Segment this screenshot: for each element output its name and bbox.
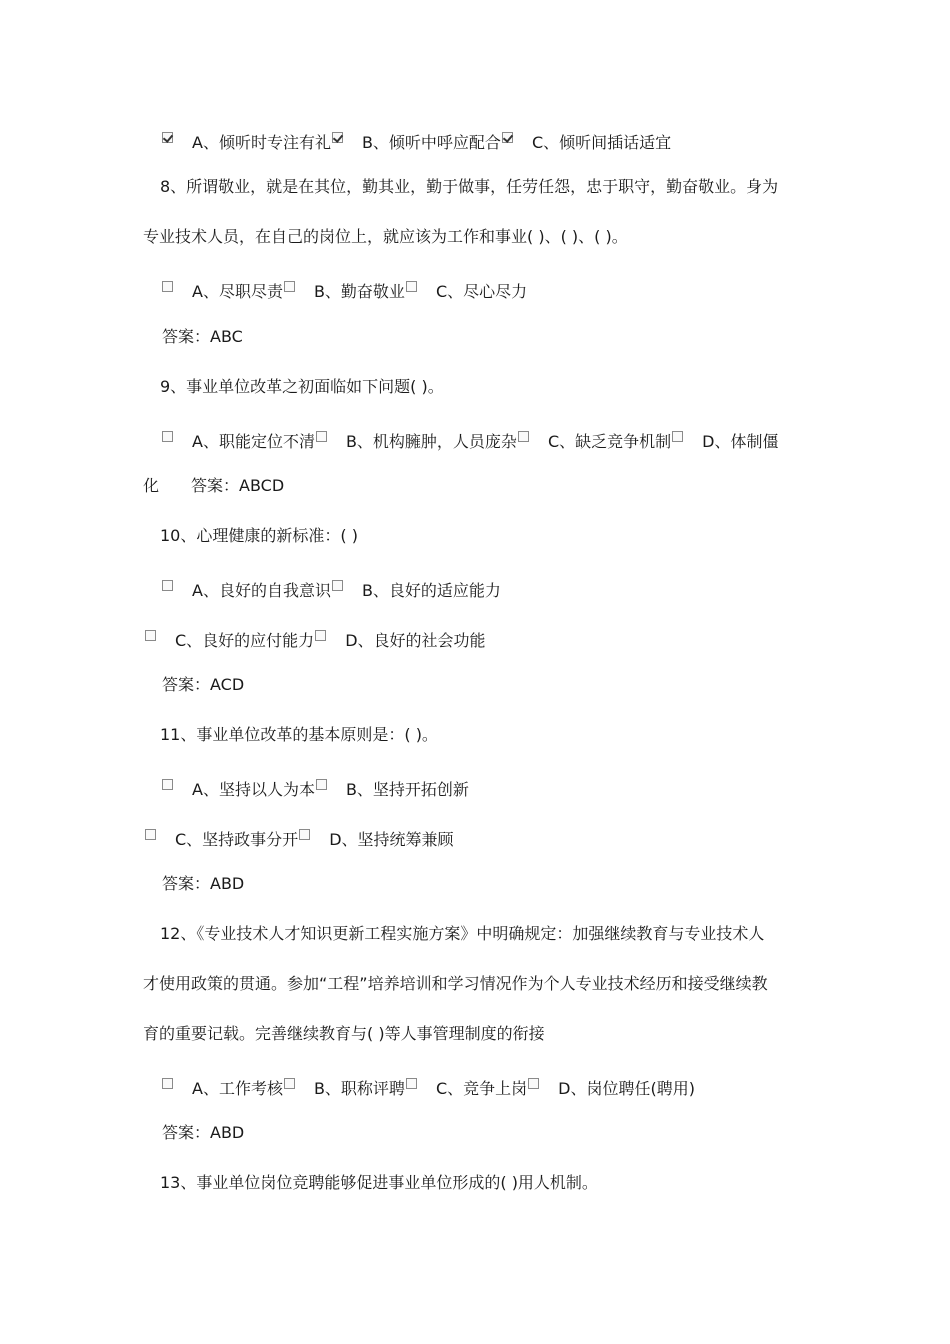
checkbox-option[interactable] [162, 128, 332, 158]
line-text: 答案：ABC [162, 327, 243, 346]
line-text: 11、事业单位改革的基本原则是：( )。 [160, 725, 438, 744]
checkbox-icon[interactable] [316, 779, 327, 790]
text-line [143, 1019, 545, 1049]
line-text: 专业技术人员，在自己的岗位上，就应该为工作和事业( )、( )、( )。 [143, 227, 628, 246]
option-label: C、竞争上岗 [435, 1079, 528, 1098]
line-text: 10、心理健康的新标准：( ) [160, 526, 358, 545]
option-row [162, 277, 528, 307]
option-label: A、良好的自我意识 [192, 581, 331, 600]
checkbox-option[interactable] [162, 775, 316, 805]
line-text: 答案：ABD [162, 1123, 245, 1142]
option-label: B、倾听中呼应配合 [361, 133, 501, 152]
checkbox-icon[interactable] [284, 281, 295, 292]
text-line [143, 222, 628, 252]
option-label: A、倾听时专注有礼 [192, 133, 331, 152]
checkbox-option[interactable] [332, 128, 502, 158]
option-label: D、坚持统筹兼顾 [329, 830, 454, 849]
option-row [162, 576, 502, 606]
line-text: 答案：ACD [162, 675, 245, 694]
text-line [162, 670, 244, 700]
text-line [160, 372, 444, 402]
checkbox-icon[interactable] [162, 779, 173, 790]
line-text: 13、事业单位岗位竞聘能够促进事业单位形成的( )用人机制。 [160, 1173, 598, 1192]
text-line [160, 172, 778, 202]
checkbox-icon[interactable] [162, 281, 173, 292]
checkbox-option[interactable] [284, 277, 406, 307]
text-line [160, 521, 358, 551]
text-line [143, 471, 284, 501]
checkbox-option[interactable] [162, 1074, 284, 1104]
option-row [162, 128, 672, 158]
option-label: D、岗位聘任(聘用) [558, 1079, 695, 1098]
checkbox-icon[interactable] [406, 1078, 417, 1089]
option-label: B、良好的适应能力 [361, 581, 501, 600]
text-line [160, 919, 764, 949]
line-text: 8、所谓敬业，就是在其位，勤其业，勤于做事，任劳任怨，忠于职守，勤奋敬业。身为 [160, 177, 779, 196]
checked-checkbox-icon[interactable] [162, 132, 173, 143]
option-label: A、坚持以人为本 [192, 780, 315, 799]
line-text: 育的重要记载。完善继续教育与( )等人事管理制度的衔接 [143, 1024, 545, 1043]
checkbox-icon[interactable] [518, 431, 529, 442]
checkbox-option[interactable] [284, 1074, 406, 1104]
option-label: C、坚持政事分开 [175, 830, 299, 849]
checkbox-icon[interactable] [284, 1078, 295, 1089]
checkbox-icon[interactable] [162, 580, 173, 591]
option-label: D、良好的社会功能 [345, 631, 486, 650]
checkbox-icon[interactable] [406, 281, 417, 292]
checked-checkbox-icon[interactable] [502, 132, 513, 143]
text-line [160, 1168, 598, 1198]
option-row [162, 1074, 696, 1104]
option-label: B、职称评聘 [313, 1079, 405, 1098]
checkbox-icon[interactable] [332, 580, 343, 591]
option-label: A、职能定位不清 [192, 432, 315, 451]
checkbox-icon[interactable] [528, 1078, 539, 1089]
option-label: B、坚持开拓创新 [345, 780, 469, 799]
checkbox-option[interactable] [162, 277, 284, 307]
option-label: A、工作考核 [192, 1079, 283, 1098]
checkbox-icon[interactable] [299, 829, 310, 840]
checkbox-option[interactable] [162, 427, 316, 457]
checkbox-option[interactable] [518, 427, 672, 457]
checkbox-option[interactable] [316, 775, 470, 805]
checkbox-icon[interactable] [145, 630, 156, 641]
checked-checkbox-icon[interactable] [332, 132, 343, 143]
option-label: D、体制僵 [702, 432, 779, 451]
option-row [162, 427, 779, 457]
checkbox-icon[interactable] [672, 431, 683, 442]
text-line [160, 720, 438, 750]
checkbox-icon[interactable] [315, 630, 326, 641]
option-label: C、倾听间插话适宜 [531, 133, 672, 152]
checkbox-option[interactable] [672, 427, 779, 457]
checkbox-option[interactable] [162, 576, 332, 606]
option-row [162, 775, 470, 805]
option-label: B、勤奋敬业 [313, 282, 405, 301]
checkbox-option[interactable] [406, 277, 528, 307]
checkbox-icon[interactable] [162, 431, 173, 442]
text-line [162, 322, 243, 352]
checkbox-option[interactable] [145, 626, 315, 656]
checkbox-icon[interactable] [316, 431, 327, 442]
line-text: 才使用政策的贯通。参加“工程”培养培训和学习情况作为个人专业技术经历和接受继续教 [143, 974, 768, 993]
text-line [162, 1118, 244, 1148]
line-text: 化 答案：ABCD [143, 476, 285, 495]
line-text: 12、《专业技术人才知识更新工程实施方案》中明确规定：加强继续教育与专业技术人 [160, 924, 765, 943]
option-row [145, 626, 487, 656]
option-label: A、尽职尽责 [192, 282, 283, 301]
option-label: C、尽心尽力 [435, 282, 528, 301]
text-line [143, 969, 768, 999]
checkbox-option[interactable] [406, 1074, 528, 1104]
checkbox-option[interactable] [299, 825, 454, 855]
checkbox-option[interactable] [502, 128, 672, 158]
option-row [145, 825, 455, 855]
checkbox-icon[interactable] [145, 829, 156, 840]
option-label: B、机构臃肿，人员庞杂 [345, 432, 517, 451]
option-label: C、良好的应付能力 [175, 631, 315, 650]
checkbox-option[interactable] [145, 825, 299, 855]
checkbox-icon[interactable] [162, 1078, 173, 1089]
checkbox-option[interactable] [528, 1074, 696, 1104]
line-text: 答案：ABD [162, 874, 245, 893]
checkbox-option[interactable] [315, 626, 486, 656]
option-label: C、缺乏竞争机制 [547, 432, 672, 451]
line-text: 9、事业单位改革之初面临如下问题( )。 [160, 377, 444, 396]
checkbox-option[interactable] [316, 427, 518, 457]
text-line [162, 869, 244, 899]
checkbox-option[interactable] [332, 576, 502, 606]
